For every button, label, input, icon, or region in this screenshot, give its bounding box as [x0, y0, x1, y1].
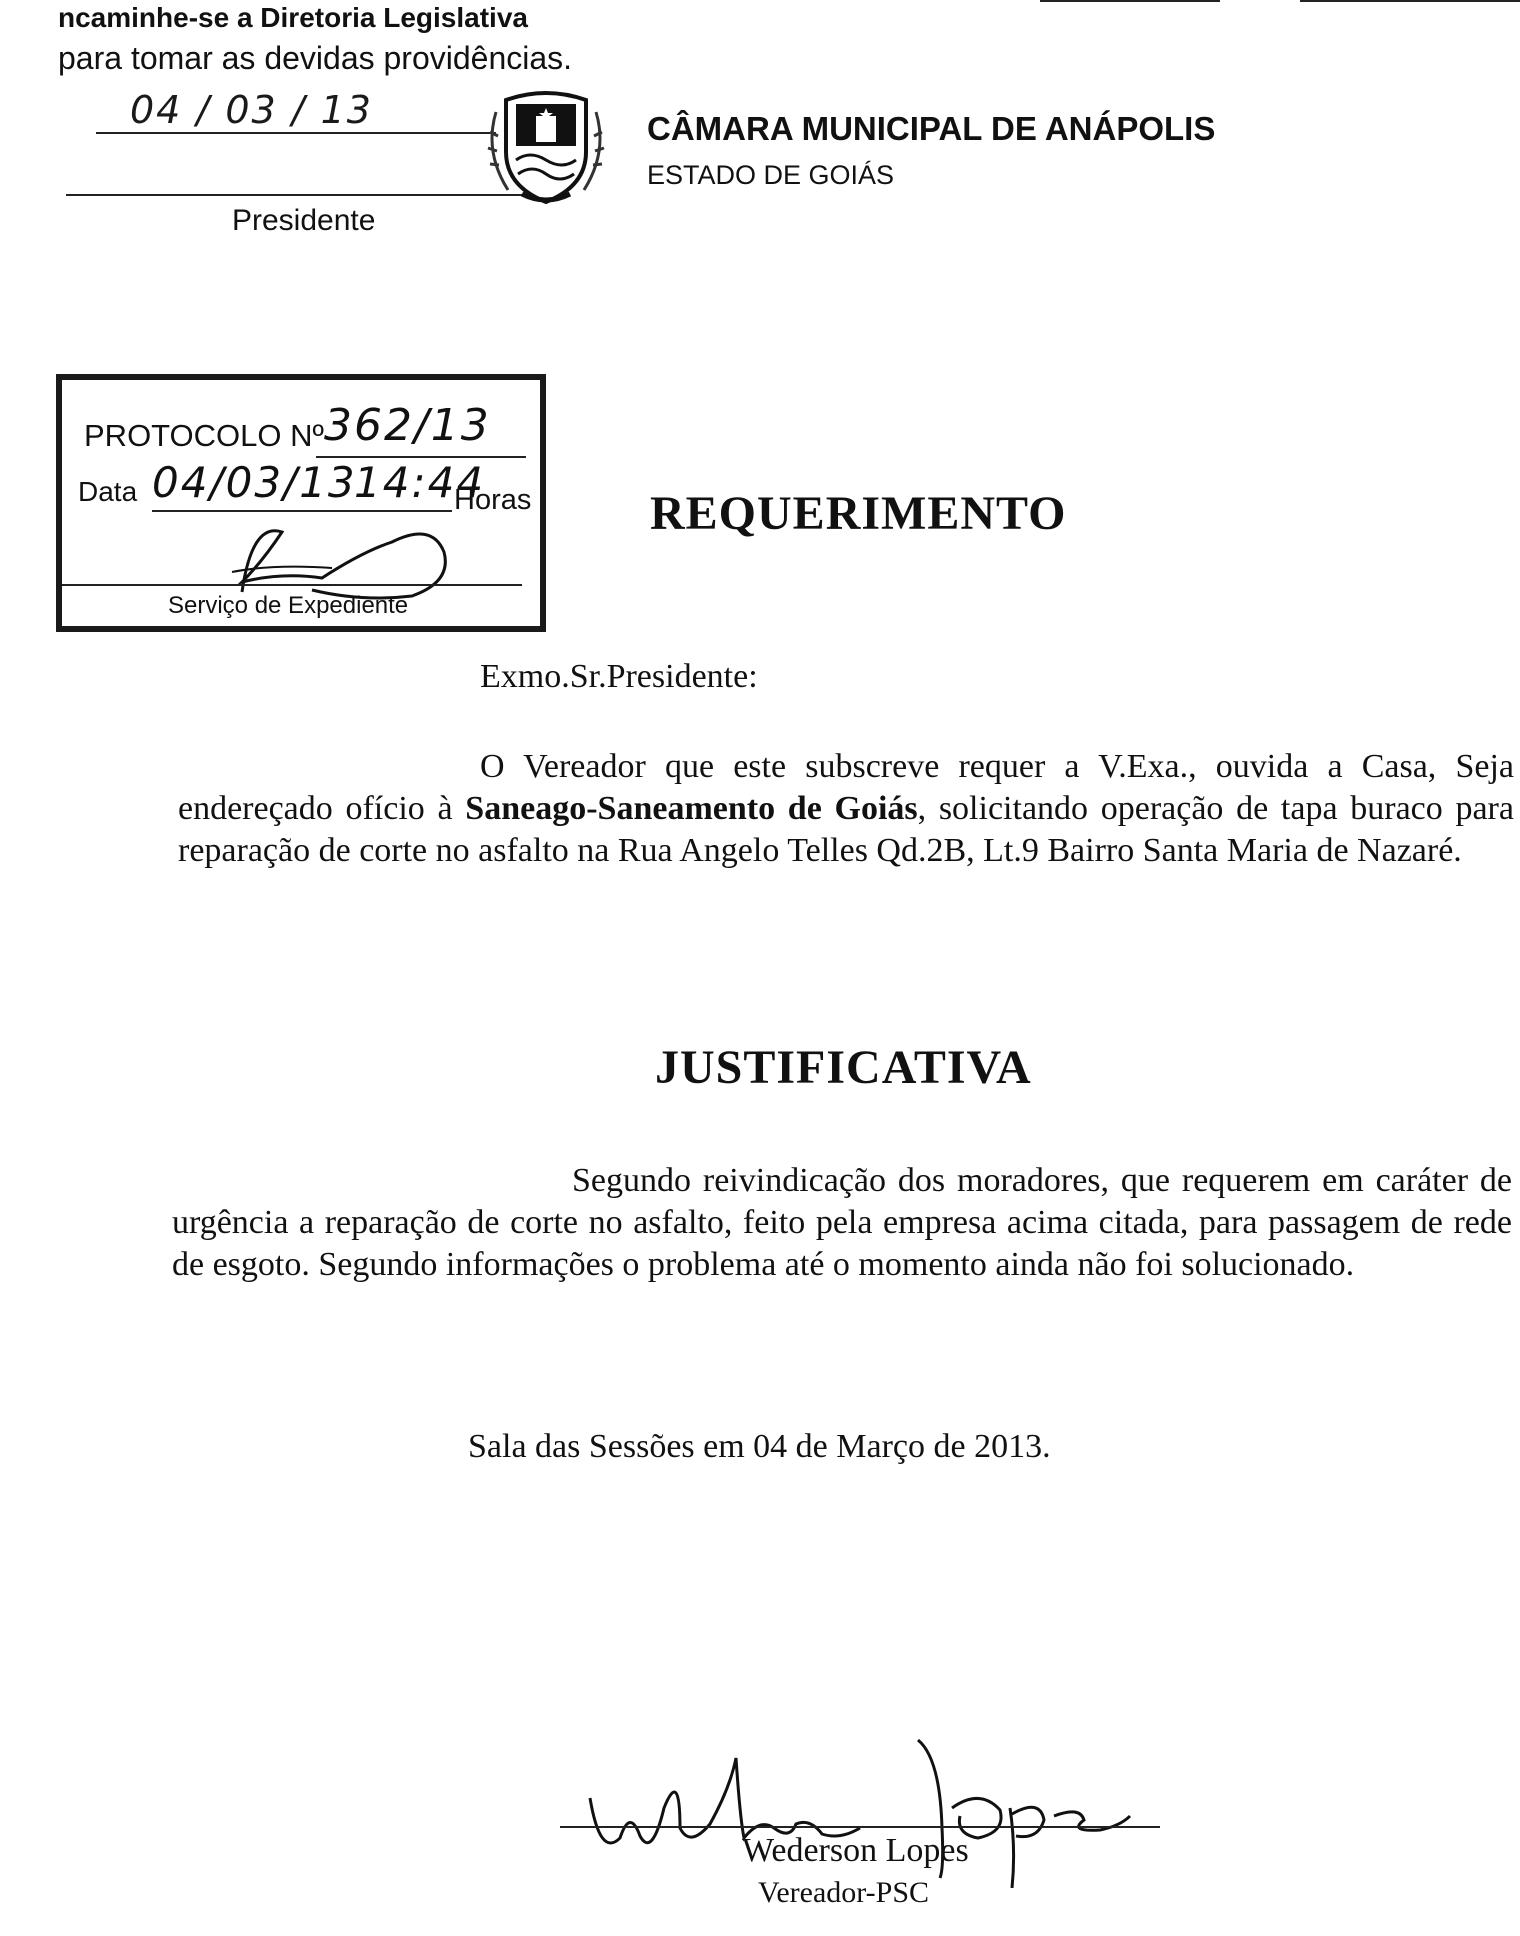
request-text-start: O Vereador que este subscreve requer a V.Exa., ouvida a Casa, Seja endereçado ofício à [178, 748, 1514, 827]
signer-role: Vereador-PSC [758, 1876, 930, 1909]
protocol-date: 04/03/13 [152, 458, 357, 507]
salutation: Exmo.Sr.Presidente: [480, 658, 758, 695]
forwarding-note-line2: para tomar as devidas providências. [58, 40, 573, 76]
protocol-stamp [56, 374, 546, 632]
justification-paragraph [172, 1160, 1512, 1286]
document-title: REQUERIMENTO [650, 487, 1067, 540]
justification-title: JUSTIFICATIVA [655, 1041, 1032, 1094]
scan-edge-line [1300, 0, 1520, 2]
protocol-hours-label: Horas [454, 484, 532, 516]
request-addressee: Saneago-Saneamento de Goiás [465, 790, 918, 827]
protocol-time: 14:44 [354, 458, 486, 507]
closing-line: Sala das Sessões em 04 de Março de 2013. [468, 1428, 1051, 1465]
justification-text: Segundo reivindicação dos moradores, que requerem em caráter de urgência a reparação de corte no asfalto, feito pela empresa acima citada, para passagem de rede de esgoto. Segundo informações o problema até o momento ainda não foi solucionado. [172, 1162, 1512, 1283]
forwarding-note-date: 04 / 03 / 13 [130, 88, 373, 132]
protocol-service: Serviço de Expediente [168, 592, 409, 619]
request-text-end: , solicitando operação de tapa buraco para reparação de corte no asfalto na Rua Angelo Telles Qd.2B, Lt.9 Bairro Santa Maria de Nazaré. [178, 790, 1514, 869]
municipal-coat-of-arms-icon [478, 82, 614, 210]
signer-name: Wederson Lopes [742, 1832, 969, 1869]
protocol-number: 362/13 [324, 400, 491, 451]
forwarding-signature-rule [66, 194, 536, 196]
request-paragraph [178, 746, 1514, 872]
scan-edge-line [1040, 0, 1220, 2]
forwarding-note-role: Presidente [232, 204, 376, 237]
signature-rule [560, 1826, 1160, 1828]
organization-state: ESTADO DE GOIÁS [647, 160, 895, 190]
protocol-date-label: Data [78, 476, 138, 507]
forwarding-date-rule [96, 132, 496, 134]
organization-name: CÂMARA MUNICIPAL DE ANÁPOLIS [647, 110, 1216, 147]
protocol-label: PROTOCOLO Nº [84, 418, 324, 453]
forwarding-note-line1: ncaminhe-se a Diretoria Legislativa [58, 2, 528, 33]
protocol-signature-rule [62, 584, 522, 586]
